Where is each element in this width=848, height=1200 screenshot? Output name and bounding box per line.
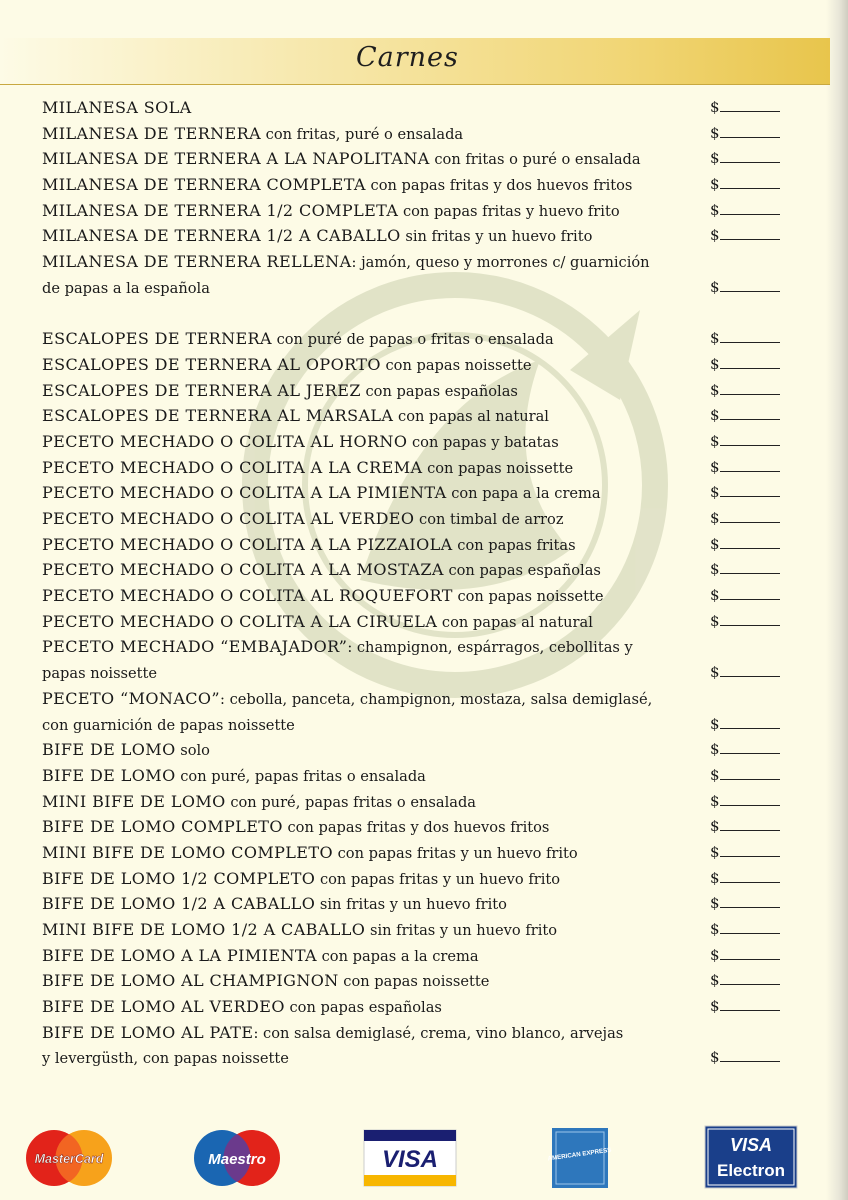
menu-item-name: MINI BIFE DE LOMO COMPLETO: [42, 842, 333, 862]
menu-item-name: PECETO MECHADO O COLITA AL HORNO: [42, 431, 408, 451]
svg-text:MasterCard: MasterCard: [34, 1152, 104, 1166]
menu-item-name: MILANESA DE TERNERA RELLENA: [42, 252, 352, 272]
menu-item-price: [710, 609, 782, 635]
currency-symbol: $: [710, 277, 720, 296]
price-blank-line: [720, 893, 780, 908]
menu-item-description: con papas fritas y un huevo frito: [315, 870, 561, 888]
currency-symbol: $: [710, 894, 720, 913]
menu-item-name: PECETO MECHADO “EMBAJADOR”: [42, 637, 348, 657]
price-blank-line: [720, 97, 780, 112]
menu-item-name: PECETO MECHADO O COLITA A LA CIRUELA: [42, 611, 438, 631]
menu-item-name: PECETO MECHADO O COLITA AL ROQUEFORT: [42, 586, 453, 606]
menu-item-price: [710, 583, 782, 609]
menu-item-continuation: [42, 712, 787, 738]
menu-item-price: [710, 146, 782, 172]
menu-item-name: PECETO MECHADO O COLITA A LA PIMIENTA: [42, 483, 447, 503]
currency-symbol: $: [710, 98, 720, 116]
menu-item: [42, 840, 787, 866]
svg-text:VISA: VISA: [729, 1135, 773, 1155]
menu-item-price: [710, 429, 782, 455]
menu-item-description-cont: de papas a la española: [42, 279, 210, 297]
price-blank-line: [720, 174, 780, 189]
menu-item-description: : con salsa demiglasé, crema, vino blanco, arvejas: [253, 1024, 624, 1042]
menu-item-price: [710, 121, 782, 147]
currency-symbol: $: [710, 149, 720, 168]
menu-item-price: [710, 763, 782, 789]
menu-item-continuation: [42, 1045, 787, 1071]
payment-cards: [0, 1120, 848, 1200]
menu-list: [42, 95, 787, 1071]
visa-icon: [364, 1130, 456, 1186]
currency-symbol: $: [710, 354, 720, 373]
menu-item-price: [710, 814, 782, 840]
menu-item-price: [710, 532, 782, 558]
menu-item-name: BIFE DE LOMO A LA PIMIENTA: [42, 945, 317, 965]
menu-item-price: [710, 1045, 782, 1071]
menu-item-price: [710, 378, 782, 404]
currency-symbol: $: [710, 791, 720, 810]
menu-item-description: con papa a la crema: [446, 485, 601, 503]
menu-item: [42, 1020, 787, 1046]
menu-item: [42, 943, 787, 969]
menu-item-description: con papas al natural: [393, 408, 549, 426]
menu-item: [42, 891, 787, 917]
menu-item: [42, 686, 787, 712]
currency-symbol: $: [710, 406, 720, 425]
menu-item-description: con papas fritas: [452, 536, 576, 554]
menu-item-price: [710, 994, 782, 1020]
price-blank-line: [720, 405, 780, 420]
menu-item: [42, 994, 787, 1020]
menu-item-name: ESCALOPES DE TERNERA AL JEREZ: [42, 380, 361, 400]
price-blank-line: [720, 380, 780, 395]
menu-item-continuation: [42, 660, 787, 686]
menu-item-name: MILANESA DE TERNERA: [42, 123, 262, 143]
currency-symbol: $: [710, 534, 720, 553]
menu-item-price: [710, 275, 782, 301]
menu-item-name: MILANESA DE TERNERA 1/2 COMPLETA: [42, 200, 399, 220]
price-blank-line: [720, 816, 780, 831]
menu-item-description: con papas fritas y dos huevos fritos: [282, 819, 550, 837]
menu-item-description: con papas noissette: [380, 356, 532, 374]
price-blank-line: [720, 868, 780, 883]
menu-item-description: con papas noissette: [338, 973, 490, 991]
menu-item: [42, 968, 787, 994]
menu-item-name: PECETO MECHADO O COLITA A LA CREMA: [42, 457, 423, 477]
price-blank-line: [720, 996, 780, 1011]
menu-item: [42, 532, 787, 558]
price-blank-line: [720, 559, 780, 574]
menu-item-description: sin fritas y un huevo frito: [365, 922, 558, 939]
menu-item-name: BIFE DE LOMO COMPLETO: [42, 817, 283, 837]
price-blank-line: [720, 970, 780, 985]
currency-symbol: $: [710, 945, 720, 964]
maestro-icon: [190, 1128, 284, 1188]
menu-item-price: [710, 866, 782, 892]
menu-item-description: con papas fritas y dos huevos fritos: [365, 177, 633, 195]
price-blank-line: [720, 148, 780, 163]
menu-item-name: MINI BIFE DE LOMO: [42, 791, 226, 811]
menu-item-price: [710, 198, 782, 224]
menu-item-description: con papas al natural: [437, 613, 593, 631]
menu-item-description-cont: papas noissette: [42, 665, 158, 683]
price-blank-line: [720, 431, 780, 446]
price-blank-line: [720, 534, 780, 549]
currency-symbol: $: [710, 765, 720, 784]
amex-icon: [547, 1128, 612, 1188]
currency-symbol: $: [710, 123, 720, 142]
menu-item-description: con papas noissette: [422, 459, 574, 477]
menu-item-name: BIFE DE LOMO 1/2 A CABALLO: [42, 894, 316, 914]
currency-symbol: $: [710, 560, 720, 579]
price-blank-line: [720, 662, 780, 677]
menu-item: [42, 378, 787, 404]
currency-symbol: $: [710, 226, 720, 245]
currency-symbol: $: [710, 997, 720, 1016]
menu-item-description: : cebolla, panceta, champignon, mostaza, salsa demiglasé,: [220, 690, 653, 708]
currency-symbol: $: [710, 971, 720, 990]
menu-item: [42, 634, 787, 660]
menu-item-name: ESCALOPES DE TERNERA AL OPORTO: [42, 354, 381, 374]
price-blank-line: [720, 277, 780, 292]
menu-item: [42, 121, 787, 147]
menu-item-price: [710, 480, 782, 506]
menu-item-description: con papas y batatas: [407, 433, 559, 451]
currency-symbol: $: [710, 200, 720, 219]
menu-item: [42, 249, 787, 275]
currency-symbol: $: [710, 1048, 720, 1067]
menu-item-description: con puré de papas o fritas o ensalada: [271, 331, 554, 349]
menu-item-name: BIFE DE LOMO: [42, 765, 176, 785]
currency-symbol: $: [710, 586, 720, 605]
currency-symbol: $: [710, 842, 720, 861]
currency-symbol: $: [710, 431, 720, 450]
menu-item-name: ESCALOPES DE TERNERA: [42, 329, 272, 349]
menu-item-continuation: [42, 275, 787, 301]
price-blank-line: [720, 328, 780, 343]
price-blank-line: [720, 842, 780, 857]
mastercard-icon: [22, 1128, 116, 1188]
menu-item-price: [710, 172, 782, 198]
menu-item-name: BIFE DE LOMO AL PATE: [42, 1022, 254, 1042]
menu-item: [42, 326, 787, 352]
menu-item: [42, 480, 787, 506]
menu-item-name: MILANESA SOLA: [42, 98, 192, 117]
menu-item: [42, 506, 787, 532]
menu-item: [42, 455, 787, 481]
menu-item-price: [710, 840, 782, 866]
menu-item-price: [710, 326, 782, 352]
price-blank-line: [720, 123, 780, 138]
menu-item-description: : jamón, queso y morrones c/ guarnición: [351, 254, 650, 272]
visa-electron-icon: [705, 1126, 797, 1188]
menu-item-description-cont: con guarnición de papas noissette: [42, 716, 295, 734]
menu-item-description: con timbal de arroz: [414, 511, 564, 528]
menu-item: [42, 737, 787, 763]
menu-item-price: [710, 660, 782, 686]
currency-symbol: $: [710, 380, 720, 399]
section-spacer: [42, 301, 787, 327]
menu-item-price: [710, 557, 782, 583]
currency-symbol: $: [710, 663, 720, 682]
price-blank-line: [720, 200, 780, 215]
currency-symbol: $: [710, 329, 720, 348]
menu-item-description: sin fritas y un huevo frito: [400, 228, 593, 246]
menu-item-name: BIFE DE LOMO: [42, 740, 176, 760]
menu-item-name: PECETO MECHADO O COLITA A LA PIZZAIOLA: [42, 534, 453, 554]
menu-item-name: MILANESA DE TERNERA COMPLETA: [42, 175, 366, 195]
menu-item-description: con papas españolas: [443, 562, 601, 580]
menu-item-name: PECETO “MONACO”: [42, 688, 221, 708]
svg-text:Maestro: Maestro: [208, 1151, 266, 1168]
currency-symbol: $: [710, 483, 720, 502]
menu-item: [42, 814, 787, 840]
menu-item-name: MINI BIFE DE LOMO 1/2 A CABALLO: [42, 920, 366, 939]
menu-item-price: [710, 917, 782, 943]
menu-item-price: [710, 506, 782, 532]
menu-item: [42, 763, 787, 789]
menu-item-price: [710, 455, 782, 481]
menu-item: [42, 609, 787, 635]
page-edge-shadow: [826, 0, 848, 1200]
menu-item-description: sin fritas y un huevo frito: [315, 896, 507, 914]
price-blank-line: [720, 611, 780, 626]
menu-item-description: con papas noissette: [452, 588, 604, 606]
menu-item-price: [710, 789, 782, 815]
price-blank-line: [720, 765, 780, 780]
menu-item-description: : champignon, espárragos, cebollitas y: [347, 639, 633, 657]
price-blank-line: [720, 919, 780, 934]
currency-symbol: $: [710, 817, 720, 836]
menu-item-price: [710, 403, 782, 429]
price-blank-line: [720, 457, 780, 472]
price-blank-line: [720, 1047, 780, 1062]
currency-symbol: $: [710, 509, 720, 527]
menu-item: [42, 557, 787, 583]
menu-item-description: con puré, papas fritas o ensalada: [225, 793, 476, 811]
currency-symbol: $: [710, 457, 720, 476]
menu-item-description: con puré, papas fritas o ensalada: [175, 767, 426, 785]
price-blank-line: [720, 482, 780, 497]
menu-item-price: [710, 95, 782, 121]
menu-item-name: BIFE DE LOMO AL VERDEO: [42, 997, 285, 1017]
currency-symbol: $: [710, 611, 720, 630]
menu-item-description: con papas españolas: [360, 382, 518, 400]
menu-item: [42, 198, 787, 224]
menu-item-price: [710, 737, 782, 763]
svg-text:VISA: VISA: [381, 1146, 439, 1173]
currency-symbol: $: [710, 714, 720, 733]
menu-item: [42, 172, 787, 198]
price-blank-line: [720, 714, 780, 729]
menu-item-description: con papas fritas y huevo frito: [398, 202, 620, 220]
menu-item-description: solo: [175, 742, 210, 760]
menu-item: [42, 146, 787, 172]
menu-item: [42, 583, 787, 609]
menu-item-price: [710, 712, 782, 738]
price-blank-line: [720, 945, 780, 960]
price-blank-line: [720, 354, 780, 369]
menu-item-name: PECETO MECHADO O COLITA AL VERDEO: [42, 509, 415, 528]
menu-item: [42, 403, 787, 429]
currency-symbol: $: [710, 868, 720, 887]
menu-item-price: [710, 223, 782, 249]
menu-item: [42, 352, 787, 378]
price-blank-line: [720, 739, 780, 754]
menu-item: [42, 917, 787, 943]
menu-item-name: PECETO MECHADO O COLITA A LA MOSTAZA: [42, 560, 444, 580]
currency-symbol: $: [710, 740, 720, 759]
currency-symbol: $: [710, 175, 720, 194]
menu-item: [42, 866, 787, 892]
price-blank-line: [720, 225, 780, 240]
svg-text:Electron: Electron: [716, 1161, 786, 1180]
menu-item-name: MILANESA DE TERNERA A LA NAPOLITANA: [42, 149, 430, 169]
section-title: Carnes: [356, 42, 459, 73]
price-blank-line: [720, 585, 780, 600]
menu-item-description: con papas a la crema: [317, 947, 479, 965]
menu-item: [42, 223, 787, 249]
price-blank-line: [720, 791, 780, 806]
menu-item-name: BIFE DE LOMO 1/2 COMPLETO: [42, 868, 316, 888]
price-blank-line: [720, 508, 780, 523]
menu-item-price: [710, 891, 782, 917]
menu-item-description: con fritas, puré o ensalada: [261, 125, 464, 143]
menu-item-price: [710, 968, 782, 994]
menu-item-price: [710, 943, 782, 969]
menu-item-name: ESCALOPES DE TERNERA AL MARSALA: [42, 406, 394, 426]
menu-item-price: [710, 352, 782, 378]
menu-item-description: con papas fritas y un huevo frito: [332, 844, 578, 862]
menu-item: [42, 95, 787, 121]
menu-item-name: MILANESA DE TERNERA 1/2 A CABALLO: [42, 226, 401, 246]
menu-item-description-cont: y levergüsth, con papas noissette: [42, 1050, 289, 1068]
currency-symbol: $: [710, 920, 720, 938]
menu-item-description: con papas españolas: [284, 999, 442, 1017]
menu-item: [42, 789, 787, 815]
menu-item-name: BIFE DE LOMO AL CHAMPIGNON: [42, 971, 339, 991]
menu-item-description: con fritas o puré o ensalada: [429, 151, 641, 169]
svg-text:AMERICAN EXPRESS: AMERICAN EXPRESS: [547, 1146, 612, 1163]
menu-item: [42, 429, 787, 455]
